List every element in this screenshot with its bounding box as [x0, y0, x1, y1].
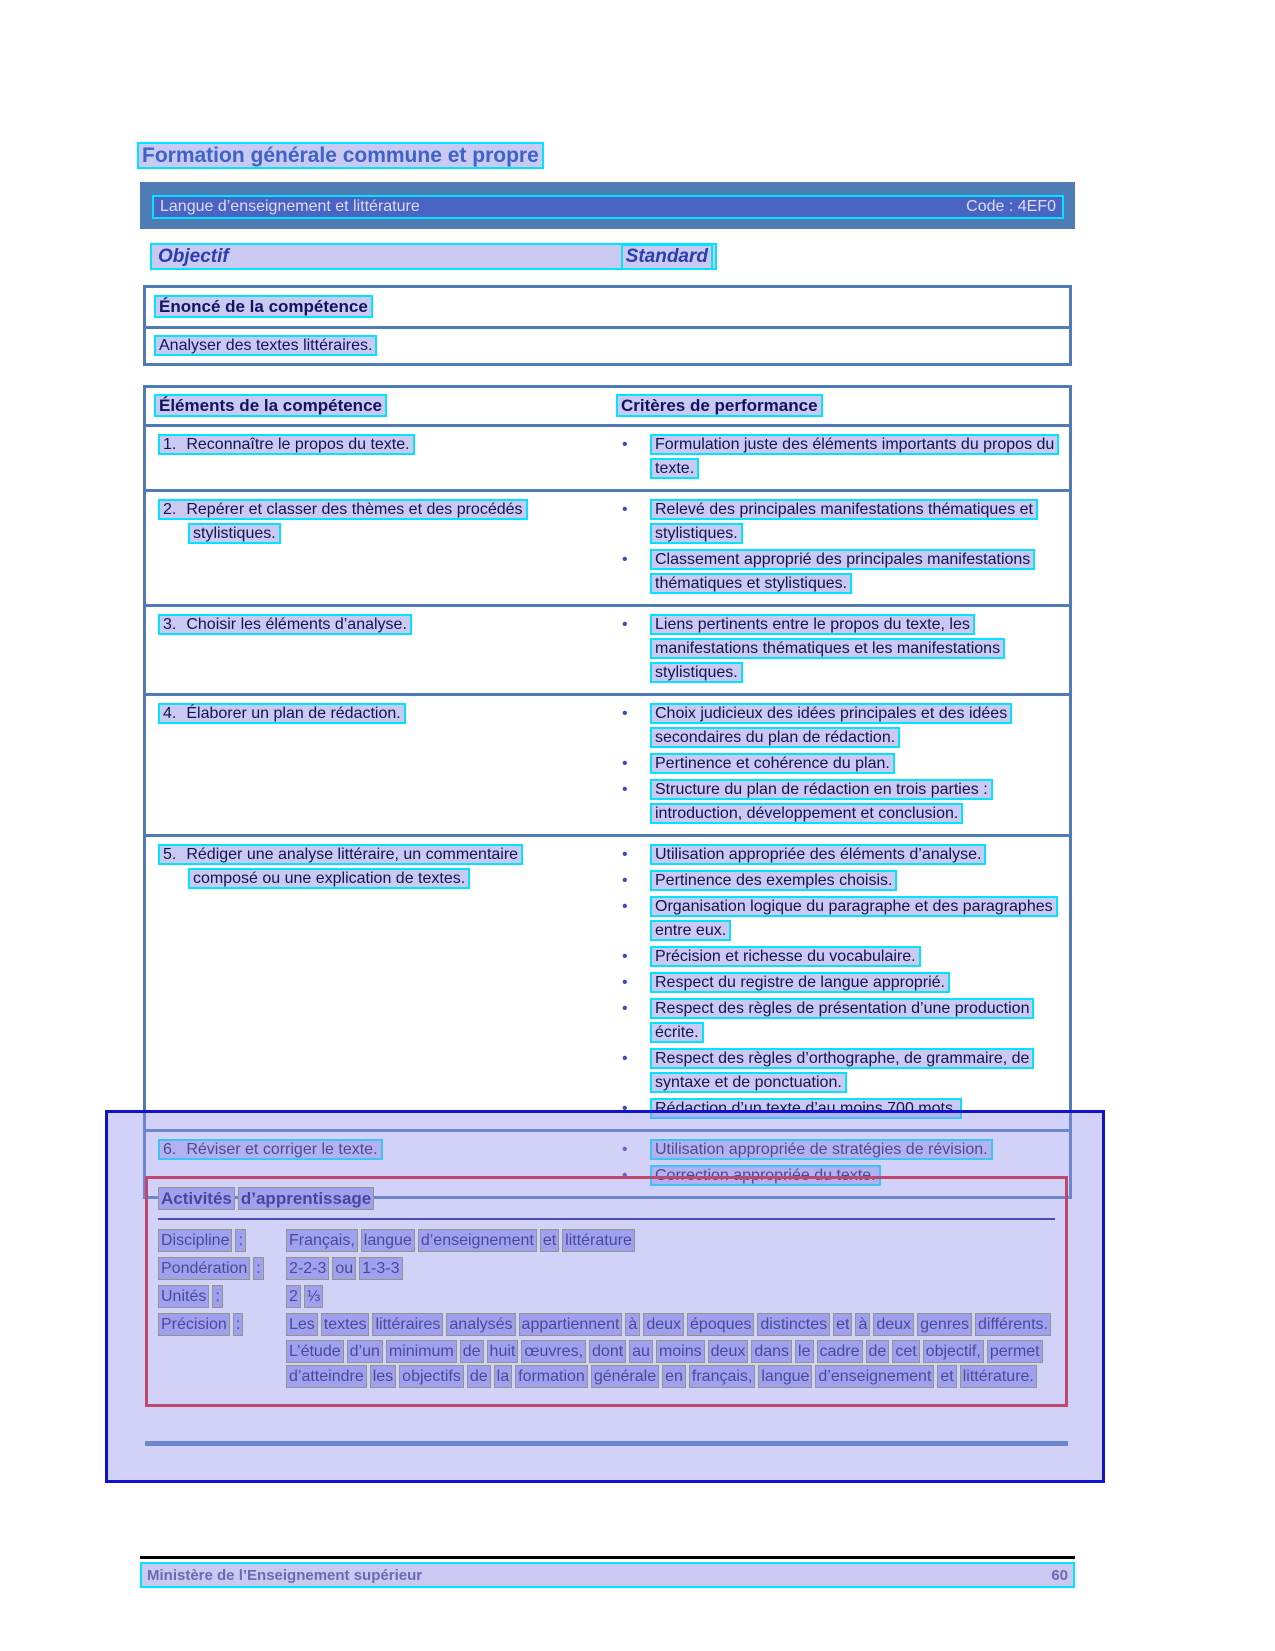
enonce-body: Analyser des textes littéraires. — [146, 329, 1069, 363]
table-row: 1. Reconnaître le propos du texte. • Formulation juste des éléments importants du propos du texte. — [146, 427, 1069, 492]
activities-unites-row — [158, 1284, 1055, 1309]
footer-ministry: Ministère de l’Enseignement supérieur — [147, 1566, 423, 1584]
criterion: • Structure du plan de rédaction en trois parties : introduction, développement et conclusion. — [616, 778, 1061, 826]
standard-label: Standard — [621, 244, 713, 270]
ponderation-label: Pondération : — [158, 1256, 286, 1281]
enonce-box — [143, 285, 1072, 366]
criterion: • Respect du registre de langue approprié. — [616, 971, 1061, 995]
criterion: • Respect des règles d’orthographe, de grammaire, de syntaxe et de ponctuation. — [616, 1047, 1061, 1095]
col-header-elements: Éléments de la compétence — [154, 396, 616, 416]
banner-highlight — [152, 195, 1064, 219]
criterion: • Classement approprié des principales manifestations thématiques et stylistiques. — [616, 548, 1061, 596]
criterion: • Rédaction d’un texte d’au moins 700 mots. — [616, 1097, 1061, 1121]
col-header-criteres: Critères de performance — [616, 396, 1061, 416]
activities-box — [145, 1176, 1068, 1407]
criterion: • Respect des règles de présentation d’une production écrite. — [616, 997, 1061, 1045]
discipline-label: Discipline : — [158, 1228, 286, 1253]
criterion: • Choix judicieux des idées principales et des idées secondaires du plan de rédaction. — [616, 702, 1061, 750]
unites-value: 2 ⅓ — [286, 1284, 1055, 1309]
activities-ponderation-row — [158, 1256, 1055, 1281]
objectif-label: Objectif — [158, 245, 229, 267]
criterion: • Correction appropriée du texte. — [616, 1164, 1061, 1188]
banner-course-code: Code : 4EF0 — [966, 198, 1056, 215]
criterion: • Pertinence des exemples choisis. — [616, 869, 1061, 893]
criterion: • Formulation juste des éléments importants du propos du texte. — [616, 433, 1061, 481]
activities-header: Activités d’apprentissage — [158, 1187, 1055, 1220]
section-banner — [140, 182, 1075, 229]
table-row: 2. Repérer et classer des thèmes et des procédés stylistiques. • Relevé des principales manifestations thématiques et stylistiques. • Classement approprié des principales manifestations thématiques et stylistiques. — [146, 492, 1069, 607]
activities-precision-row — [158, 1312, 1055, 1391]
criterion: • Précision et richesse du vocabulaire. — [616, 945, 1061, 969]
criterion: • Utilisation appropriée des éléments d’analyse. — [616, 843, 1061, 867]
discipline-value: Français, langue d’enseignement et littérature — [286, 1228, 1055, 1253]
table-row: 4. Élaborer un plan de rédaction. • Choix judicieux des idées principales et des idées secondaires du plan de rédaction. • Pertinence et cohérence du plan. • Structure du plan de rédaction en trois parties : introduction, développement et conclusion. — [146, 696, 1069, 837]
enonce-header: Énoncé de la compétence — [146, 288, 1069, 329]
table-header-row — [146, 388, 1069, 427]
criterion: • Relevé des principales manifestations thématiques et stylistiques. — [616, 498, 1061, 546]
precision-paragraph-2: L’étude d’un minimum de huit œuvres, dont au moins deux dans le cadre de cet objectif, permetd’atteindre les objectifs de la formation générale en français, langue d’enseignement et littérature. — [286, 1339, 1055, 1389]
criterion: • Liens pertinents entre le propos du texte, les manifestations thématiques et les manifestations stylistiques. — [616, 613, 1061, 685]
table-row: 3. Choisir les éléments d’analyse. • Liens pertinents entre le propos du texte, les manifestations thématiques et les manifestations stylistiques. — [146, 607, 1069, 696]
competence-table — [143, 385, 1072, 1199]
table-row: 5. Rédiger une analyse littéraire, un commentaire composé ou une explication de textes. • Utilisation appropriée des éléments d’analyse. • Pertinence des exemples choisis. • Organisation logique du paragraphe et des paragraphes entre eux. • Précision et richesse du vocabulaire. • Respect du registre de langue approprié. • Respect des règles de présentation d’une production écrite. • Respect des règles d’orthographe, de grammaire, de syntaxe et de ponctuation. • Rédaction d’un texte d’au moins 700 mots. — [146, 837, 1069, 1132]
footer-page-number: 60 — [1051, 1566, 1068, 1584]
precision-paragraph-1: Les textes littéraires analysés appartiennent à deux époques distinctes et à deux genres différents. — [286, 1312, 1055, 1337]
page-title: Formation générale commune et propre — [137, 144, 544, 168]
objectif-standard-row — [150, 243, 717, 270]
footer-rule — [140, 1556, 1075, 1559]
criterion: • Pertinence et cohérence du plan. — [616, 752, 1061, 776]
precision-label: Précision : — [158, 1312, 286, 1391]
banner-course-name: Langue d’enseignement et littérature — [160, 198, 420, 215]
activities-bottom-bar — [145, 1441, 1068, 1446]
unites-label: Unités : — [158, 1284, 286, 1309]
footer — [140, 1562, 1075, 1588]
table-row: 6. Réviser et corriger le texte. • Utilisation appropriée de stratégies de révision. • Correction appropriée du texte. — [146, 1132, 1069, 1196]
activities-discipline-row — [158, 1228, 1055, 1253]
criterion: • Utilisation appropriée de stratégies de révision. — [616, 1138, 1061, 1162]
criterion: • Organisation logique du paragraphe et des paragraphes entre eux. — [616, 895, 1061, 943]
ponderation-value: 2-2-3 ou 1-3-3 — [286, 1256, 1055, 1281]
